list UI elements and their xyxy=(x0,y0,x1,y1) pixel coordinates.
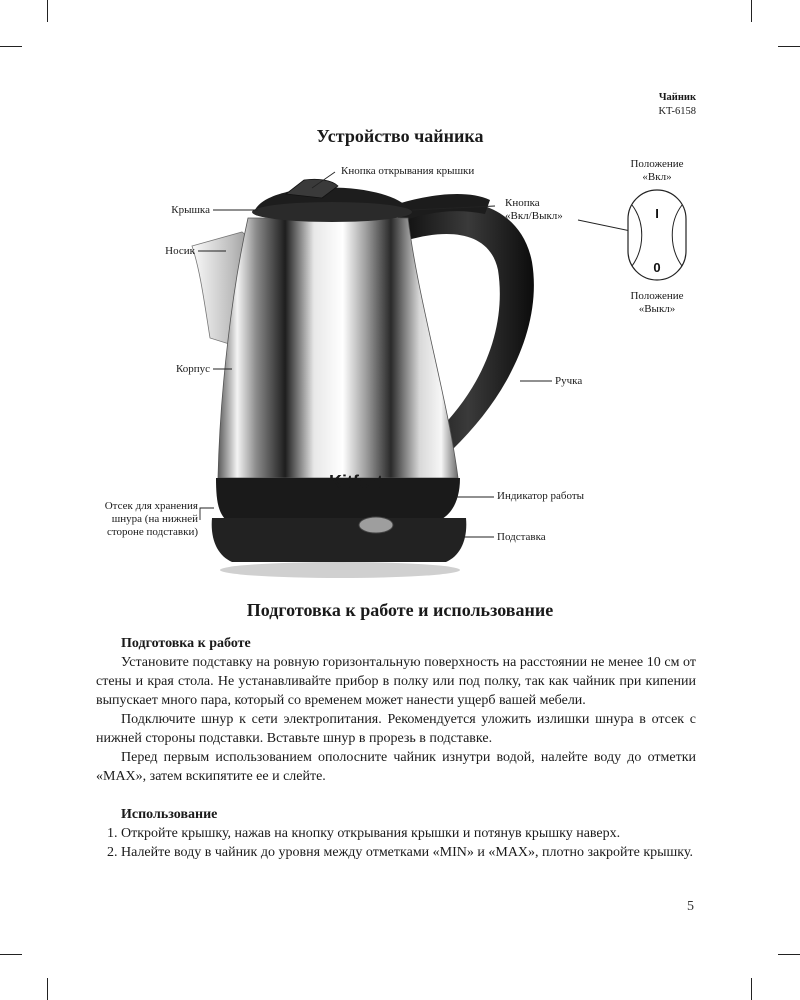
label-position-off: Положение «Выкл» xyxy=(630,290,684,315)
heading-preparation: Подготовка к работе xyxy=(121,636,251,651)
usage-step: 1. Откройте крышку, нажав на кнопку открывания крышки и потянув крышку наверх. xyxy=(121,824,696,843)
label-handle: Ручка xyxy=(555,375,583,387)
label-indicator: Индикатор работы xyxy=(497,490,585,502)
page-number: 5 xyxy=(687,899,694,914)
power-base xyxy=(212,518,467,562)
kettle-body xyxy=(218,218,458,478)
lid-rim xyxy=(252,202,412,222)
header-model: KT-6158 xyxy=(658,106,696,117)
prep-paragraph: Перед первым использованием ополосните чайник изнутри водой, налейте воду до отметки «MAX», затем вскипятите ее и слейте. xyxy=(96,750,696,784)
brand-logo: Kitfort xyxy=(329,472,383,492)
usage-steps xyxy=(96,824,696,862)
label-lid-button: Кнопка открывания крышки xyxy=(341,165,475,177)
switch-off-symbol: 0 xyxy=(653,260,661,275)
indicator-lens xyxy=(359,517,393,533)
crop-mark xyxy=(751,978,752,1000)
prep-paragraph: Установите подставку на ровную горизонтальную поверхность на расстоянии не менее 10 см от стены и края стола. Не устанавливайте прибор в полку или под полку, так как чайник при кипении выпускает много пара, который со временем может нанести ущерб вашей мебели. xyxy=(96,655,696,708)
label-position-on: Положение «Вкл» xyxy=(630,158,684,183)
section-title-preparation: Подготовка к работе и использование xyxy=(246,600,554,620)
switch-on-symbol: I xyxy=(655,206,659,221)
heading-usage: Использование xyxy=(121,807,218,822)
crop-mark xyxy=(0,954,22,955)
crop-mark xyxy=(778,954,800,955)
switch-detail xyxy=(628,190,686,280)
usage-step: 2. Налейте воду в чайник до уровня между отметками «MIN» и «MAX», плотно закройте крышку. xyxy=(121,843,696,862)
crop-mark xyxy=(47,978,48,1000)
base-shadow xyxy=(220,562,460,578)
label-lid: Крышка xyxy=(171,204,210,216)
section-title-device: Устройство чайника xyxy=(316,126,484,146)
label-base: Подставка xyxy=(497,531,546,543)
label-cord-storage: Отсек для хранения шнура (на нижней стороне подставки) xyxy=(104,500,198,538)
header-product: Чайник xyxy=(658,92,696,103)
instructions xyxy=(96,634,696,862)
label-power-button: Кнопка «Вкл/Выкл» xyxy=(505,197,563,222)
label-body: Корпус xyxy=(175,363,210,375)
label-spout: Носик xyxy=(165,245,195,257)
prep-paragraph: Подключите шнур к сети электропитания. Рекомендуется уложить излишки шнура в отсек с нижней стороны подставки. Вставьте шнур в прорезь в подставке. xyxy=(96,712,696,746)
